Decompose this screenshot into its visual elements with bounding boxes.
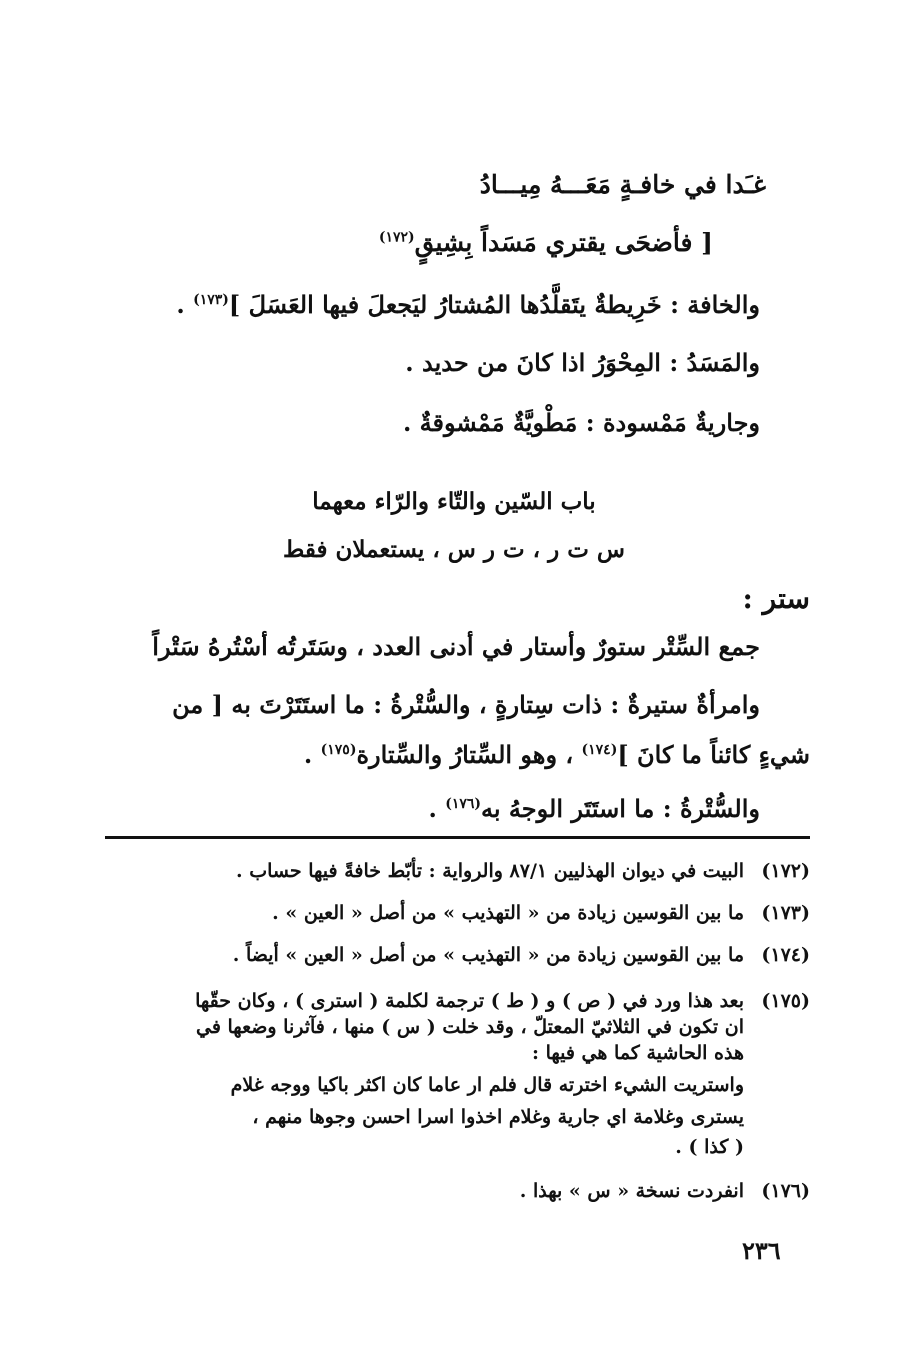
footnote-173-line: ما بين القوسين زيادة من « التهذيب » من أصل « العين » . [272, 902, 744, 924]
footnote-ref-175: (١٧٥) [320, 742, 357, 758]
footnote-175-line-1: بعد هذا ورد في ( ص ) و ( ط ) ترجمة لكلمة ( استرى ) ، وكان حقّها [195, 990, 744, 1012]
footnote-ref-173: (١٧٣) [193, 292, 229, 308]
section-title: باب السّين والتّاء والرّاء معهما [312, 488, 596, 515]
entry-line-3-end: . [303, 740, 321, 769]
footnote-number-174: (١٧٤) [761, 944, 810, 966]
entry-line-3-text: شيءٍ كائناً ما كانَ ] [617, 740, 810, 769]
section-subtitle: س ت ر ، ت ر س ، يستعملان فقط [283, 536, 625, 563]
verse-line-1: غـَدا في خافـةٍ مَعَـــهُ مِيـــادُ [479, 170, 766, 199]
footnote-ref-174: (١٧٤) [581, 742, 618, 758]
footnote-number-172: (١٧٢) [761, 860, 810, 882]
entry-line-4-end: . [428, 794, 446, 823]
entry-line-2: وامرأةٌ ستيرةٌ : ذات سِتارةٍ ، والسُّتْرةُ : ما استَتَرْتَ به [ من [172, 690, 760, 719]
footnote-176-line: انفردت نسخة « س » بهذا . [519, 1180, 744, 1202]
page-number: ٢٣٦ [742, 1236, 781, 1265]
entry-line-4 [428, 794, 760, 823]
footnote-175-line-3: هذه الحاشية كما هي فيها : [531, 1042, 744, 1064]
entry-line-3 [304, 740, 810, 769]
footnote-172-line: البيت في ديوان الهذليين ٨٧/١ والرواية : تأبّط خافةً فيها حساب . [236, 860, 744, 882]
footnote-ref-172: (١٧٢) [378, 229, 415, 246]
footnote-divider [105, 836, 810, 839]
footnote-ref-176: (١٧٦) [445, 796, 482, 812]
footnote-175-line-4: واستريت الشيء اخترته قال فلم ار عاما كان اكثر باكيا ووجه غلام [230, 1074, 744, 1096]
footnote-175-line-2: ان تكون في الثلاثيّ المعتلّ ، وقد خلت ( س ) منها ، فآثرنا وضعها في [195, 1016, 744, 1038]
entry-line-3-mid: ، وهو السِّتارُ والسِّتارة [356, 740, 582, 769]
verse-line-2 [379, 228, 713, 257]
verse-line-2-text: [ فأضحَى يقتري مَسَداً بِشِيقٍ [414, 228, 713, 257]
definition-jariya: وجاريةٌ مَمْسودة : مَطْويَّةٌ مَمْشوقةٌ . [402, 408, 760, 437]
definition-text: والخافة : خَرِيطةٌ يتَقلَّدُها المُشتارُ ليَجعلَ فيها العَسَلَ ] [228, 290, 760, 319]
definition-masad: والمَسَدُ : المِحْوَرُ اذا كانَ من حديد . [405, 348, 760, 377]
footnote-number-175: (١٧٥) [761, 990, 810, 1012]
footnote-number-173: (١٧٣) [761, 902, 810, 924]
entry-line-4-text: والسُّتْرةُ : ما استَتَر الوجهُ به [481, 794, 760, 823]
footnote-175-line-6: ( كذا ) . [675, 1136, 744, 1158]
footnote-number-176: (١٧٦) [761, 1180, 810, 1202]
definition-khafa [176, 290, 760, 319]
definition-end: . [176, 290, 194, 319]
entry-headword: ستر : [742, 582, 810, 615]
footnote-174-line: ما بين القوسين زيادة من « التهذيب » من أصل « العين » أيضاً . [232, 944, 744, 966]
footnote-175-line-5: يسترى وغلامة اي جارية وغلام اخذوا اسرا احسن وجوها منهم ، [252, 1106, 744, 1128]
entry-line-1: جمع السِّتْر ستورٌ وأستار في أدنى العدد ، وسَتَرتُه أسْتُرهُ سَتْراً [152, 632, 760, 661]
